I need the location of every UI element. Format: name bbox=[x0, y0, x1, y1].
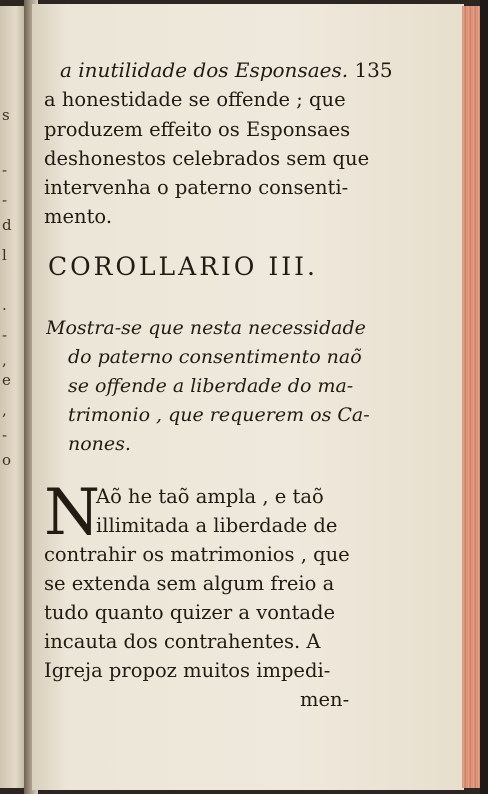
text-line: contrahir os matrimonios , que bbox=[44, 543, 350, 566]
text-line: produzem effeito os Esponsaes bbox=[44, 118, 351, 141]
facing-page-char: - bbox=[2, 161, 8, 179]
text-line: Aõ he taõ ampla , e taõ bbox=[96, 485, 324, 508]
italic-line: trimonio , que requerem os Ca- bbox=[68, 404, 370, 426]
italic-line: do paterno consentimento naõ bbox=[68, 346, 362, 368]
facing-page-char: , bbox=[2, 401, 7, 419]
facing-page-char: o bbox=[2, 451, 12, 469]
text-line: a honestidade se offende ; que bbox=[44, 88, 346, 111]
page-edge-red bbox=[462, 6, 480, 788]
book-edge-shadow bbox=[480, 0, 488, 794]
text-line: incauta dos contrahentes. A bbox=[44, 630, 321, 653]
italic-line: Mostra-se que nesta necessidade bbox=[46, 317, 366, 339]
text-line: illimitada a liberdade de bbox=[96, 514, 338, 537]
text-line: se extenda sem algum freio a bbox=[44, 572, 335, 595]
facing-page-char: - bbox=[2, 426, 8, 444]
facing-page-edge bbox=[0, 6, 26, 788]
facing-page-char: d bbox=[2, 216, 12, 234]
text-line: Igreja propoz muitos impedi- bbox=[44, 659, 331, 682]
italic-line: nones. bbox=[68, 433, 131, 455]
facing-page-char: s bbox=[2, 106, 10, 124]
facing-page-char: , bbox=[2, 351, 7, 369]
facing-page-char: l bbox=[2, 246, 7, 264]
running-head-title: a inutilidade dos Esponsaes. bbox=[60, 58, 349, 82]
catchword: men- bbox=[300, 688, 350, 711]
text-line: intervenha o paterno consenti- bbox=[44, 176, 349, 199]
text-line: deshonestos celebrados sem que bbox=[44, 147, 370, 170]
facing-page-char: . bbox=[2, 296, 7, 314]
text-line: tudo quanto quizer a vontade bbox=[44, 601, 336, 624]
page-number: 135 bbox=[354, 58, 393, 82]
facing-page-char: - bbox=[2, 191, 8, 209]
running-head bbox=[60, 58, 393, 82]
section-heading: COROLLARIO III. bbox=[48, 252, 318, 281]
text-line: mento. bbox=[44, 205, 113, 228]
drop-cap: N bbox=[44, 476, 100, 550]
facing-page-char: e bbox=[2, 371, 11, 389]
facing-page-char: - bbox=[2, 326, 8, 344]
italic-line: se offende a liberdade do ma- bbox=[68, 375, 354, 397]
